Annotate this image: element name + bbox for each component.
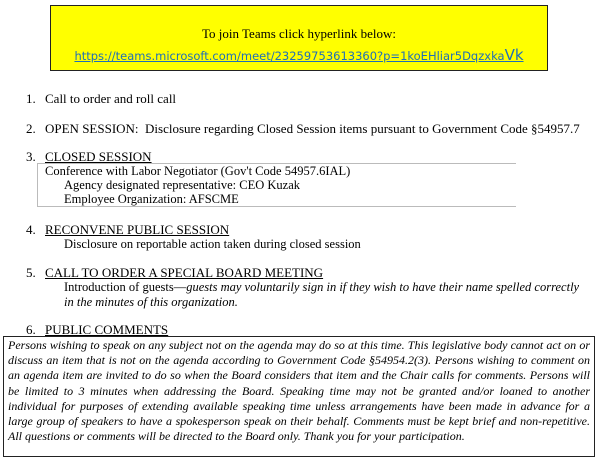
item-text: Disclosure regarding Closed Session items pursuant to Government Code §54957.7 bbox=[145, 121, 580, 136]
item-title: CLOSED SESSION bbox=[45, 149, 152, 164]
agenda-item-1 bbox=[26, 91, 176, 107]
teams-instruction: To join Teams click hyperlink below: bbox=[202, 26, 396, 41]
item-number: 3. bbox=[26, 149, 36, 164]
public-comments-notice: Persons wishing to speak on any subject not on the agenda may do so at this time. This legislative body cannot act on or discuss an item that is not on the agenda according to Government Code §54954.2(3). Persons wishing to comment on an agenda item are invited to do so when the Board considers that item and the Chair calls for comments. Persons will be limited to 3 minutes when addressing the Board. Speaking time may not be granted and/or loaned to another individual for purposes of extending available speaking time unless arrangements have been made in advance for a large group of speakers to have a spokesperson speak on their behalf. Comments must be kept brief and non-repetitive. All questions or comments will be directed to the Board only. Thank you for your participation. bbox=[3, 336, 595, 457]
conference-code: (Gov't Code 54957.6IAL) bbox=[220, 164, 351, 178]
agenda-item-2 bbox=[26, 121, 580, 137]
intro-note: guests may voluntarily sign in if they wish to have their name spelled correctly in the minutes of this organization. bbox=[64, 280, 580, 309]
agenda-item-4 bbox=[26, 222, 229, 238]
item-title: OPEN SESSION: bbox=[45, 121, 139, 136]
reconvene-text: Disclosure on reportable action taken during closed session bbox=[64, 237, 361, 251]
item-number: 4. bbox=[26, 222, 36, 237]
item-title: Call to order and roll call bbox=[45, 91, 177, 106]
employee-organization: Employee Organization: AFSCME bbox=[64, 192, 239, 206]
teams-link-tail[interactable]: Vk bbox=[504, 46, 524, 64]
item-number: 1. bbox=[26, 91, 36, 106]
item-number: 2. bbox=[26, 121, 36, 136]
teams-meeting-link[interactable] bbox=[51, 46, 547, 64]
item-number: 5. bbox=[26, 265, 36, 280]
teams-banner bbox=[50, 5, 548, 71]
item-title: CALL TO ORDER A SPECIAL BOARD MEETING bbox=[45, 265, 324, 280]
item-number: 6. bbox=[26, 322, 36, 337]
agency-representative: Agency designated representative: CEO Kuzak bbox=[64, 178, 301, 192]
conference-label: Conference with Labor Negotiator bbox=[45, 164, 218, 178]
item-title: RECONVENE PUBLIC SESSION bbox=[45, 222, 230, 237]
teams-link-main[interactable]: https://teams.microsoft.com/meet/23259753613360?p=1koEHliar5Dqzxka bbox=[74, 49, 505, 63]
guest-introduction bbox=[64, 280, 584, 310]
intro-label: Introduction of guests— bbox=[64, 280, 187, 294]
conference-line bbox=[45, 164, 350, 179]
agenda-item-5 bbox=[26, 265, 323, 281]
item-title: PUBLIC COMMENTS bbox=[45, 322, 169, 337]
